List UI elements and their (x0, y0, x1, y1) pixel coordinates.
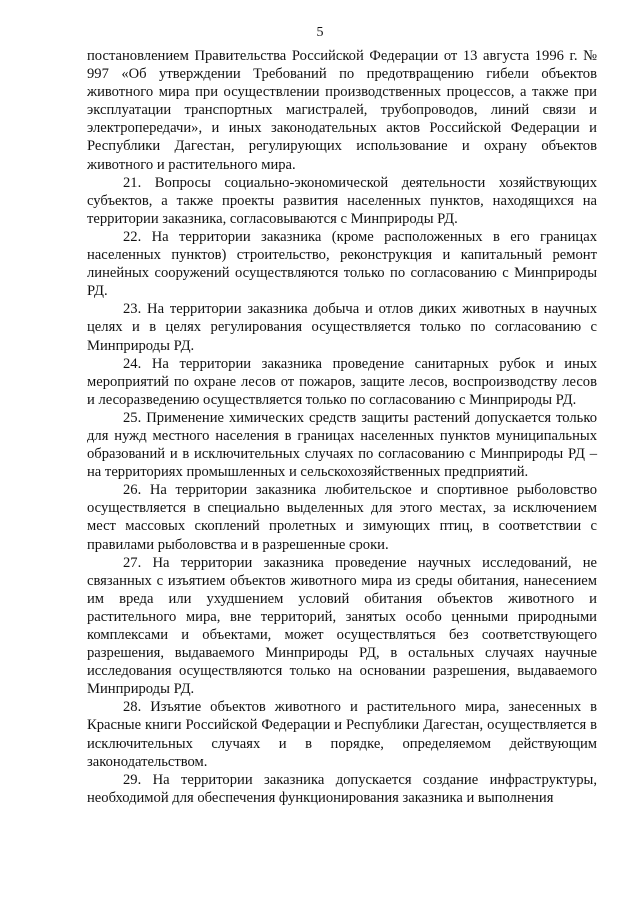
paragraph-item-26: 26. На территории заказника любительское и спортивное рыболовство осуществляется в специально выделенных для этого местах, за исключением мест массовых скоплений пролетных и зимующих птиц, в соответствии с правилами рыболовства и в разрешенные сроки. (87, 482, 597, 553)
paragraph-item-28: 28. Изъятие объектов животного и растительного мира, занесенных в Красные книги Российской Федерации и Республики Дагестан, осуществляется в исключительных случаях и в порядке, определяемом действующим законодательством. (87, 699, 597, 770)
paragraph-item-24: 24. На территории заказника проведение санитарных рубок и иных мероприятий по охране лесов от пожаров, защите лесов, воспроизводству лесов и лесоразведению осуществляется только по согласованию с Минприроды РД. (87, 355, 597, 408)
paragraph-item-29: 29. На территории заказника допускается создание инфраструктуры, необходимой для обеспечения функционирования заказника и выполнения (87, 771, 597, 806)
page-number: 5 (316, 25, 324, 40)
paragraph-item-27: 27. На территории заказника проведение научных исследований, не связанных с изъятием объектов животного мира из среды обитания, нанесением им вреда или ухудшением условий обитания объектов животного и растительного мира, вне территорий, занятых особо ценными природными комплексами и объектами, может осуществляться без соответствующего разрешения, выдаваемого Минприроды РД, в остальных случаях научные исследования осуществляются только на основании разрешения, выдаваемого Минприроды РД. (87, 554, 597, 698)
document-body (87, 47, 597, 807)
paragraph-item-21: 21. Вопросы социально-экономической деятельности хозяйствующих субъектов, а также проекты развития населенных пунктов, находящихся на территории заказника, согласовываются с Минприроды РД. (87, 174, 597, 227)
paragraph-item-22: 22. На территории заказника (кроме расположенных в его границах населенных пунктов) строительство, реконструкция и капитальный ремонт линейных сооружений осуществляются только по согласованию с Минприроды РД. (87, 228, 597, 300)
paragraph-continuation: постановлением Правительства Российской Федерации от 13 августа 1996 г. № 997 «Об утверждении Требований по предотвращению гибели объектов животного мира при осуществлении производственных процессов, а также при эксплуатации транспортных магистралей, трубопроводов, линий связи и электропередачи», и иных законодательных актов Российской Федерации и Республики Дагестан, регулирующих использование и охрану объектов животного и растительного мира. (87, 48, 597, 173)
paragraph-item-23: 23. На территории заказника добыча и отлов диких животных в научных целях и в целях регулирования осуществляется только по согласованию с Минприроды РД. (87, 301, 597, 354)
paragraph-item-25: 25. Применение химических средств защиты растений допускается только для нужд местного населения в границах населенных пунктов муниципальных образований и в исключительных случаях по согласованию с Минприроды РД – на территориях промышленных и сельскохозяйственных предприятий. (87, 409, 597, 481)
